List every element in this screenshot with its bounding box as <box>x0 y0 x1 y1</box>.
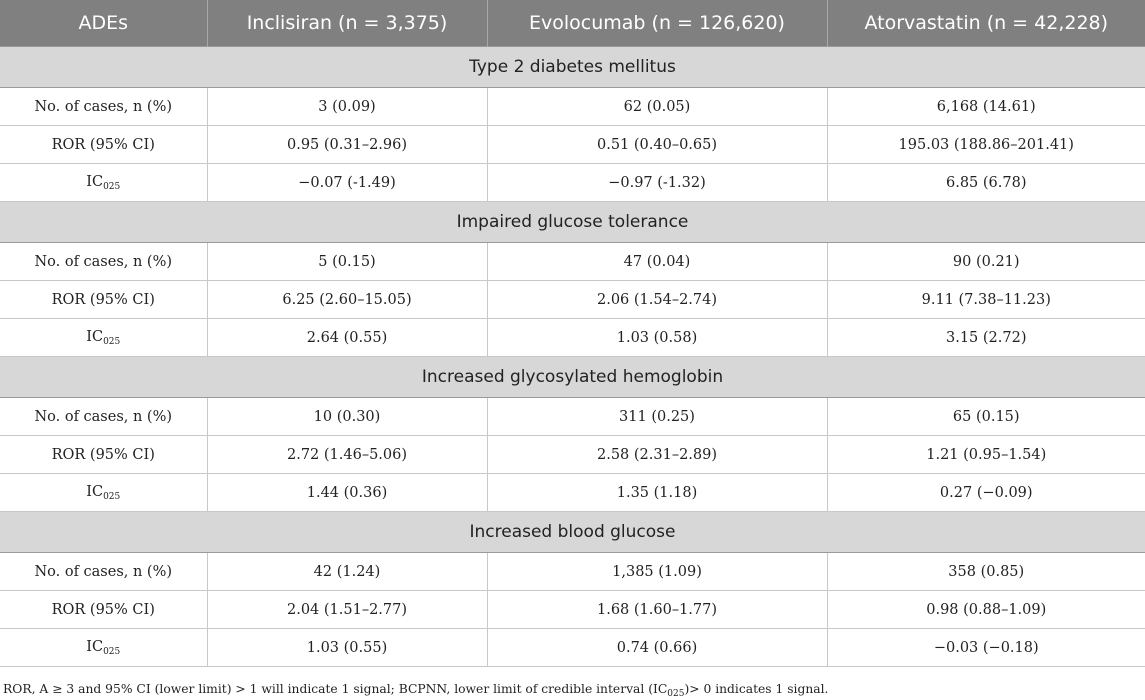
row-label-ic <box>0 319 207 357</box>
cell-evolocumab: 1.68 (1.60–1.77) <box>487 591 827 629</box>
cell-inclisiran: 0.95 (0.31–2.96) <box>207 126 487 164</box>
cell-inclisiran: −0.07 (-1.49) <box>207 164 487 202</box>
table-row <box>0 281 1145 319</box>
row-label-cases: No. of cases, n (%) <box>0 398 207 436</box>
cell-atorvastatin: 3.15 (2.72) <box>827 319 1145 357</box>
cell-atorvastatin: 1.21 (0.95–1.54) <box>827 436 1145 474</box>
cell-evolocumab: 47 (0.04) <box>487 243 827 281</box>
cell-atorvastatin: 358 (0.85) <box>827 553 1145 591</box>
ic-subscript: 025 <box>103 646 121 657</box>
header-ades: ADEs <box>0 0 207 47</box>
row-label-ic <box>0 164 207 202</box>
cell-evolocumab: 0.51 (0.40–0.65) <box>487 126 827 164</box>
row-label-cases: No. of cases, n (%) <box>0 88 207 126</box>
row-label-ror: ROR (95% CI) <box>0 591 207 629</box>
cell-inclisiran: 2.64 (0.55) <box>207 319 487 357</box>
section-title: Impaired glucose tolerance <box>0 202 1145 243</box>
header-inclisiran: Inclisiran (n = 3,375) <box>207 0 487 47</box>
cell-inclisiran: 2.72 (1.46–5.06) <box>207 436 487 474</box>
cell-atorvastatin: 0.27 (−0.09) <box>827 474 1145 512</box>
footnote-text-2: )> 0 indicates 1 signal. <box>684 682 829 696</box>
table-header-row <box>0 0 1145 47</box>
table-row <box>0 243 1145 281</box>
row-label-ror: ROR (95% CI) <box>0 281 207 319</box>
ic-subscript: 025 <box>103 181 121 192</box>
ic-subscript: 025 <box>103 336 121 347</box>
cell-evolocumab: 62 (0.05) <box>487 88 827 126</box>
row-label-ic <box>0 629 207 667</box>
section-row <box>0 512 1145 553</box>
table-row <box>0 319 1145 357</box>
table-row <box>0 474 1145 512</box>
cell-inclisiran: 6.25 (2.60–15.05) <box>207 281 487 319</box>
cell-atorvastatin: 90 (0.21) <box>827 243 1145 281</box>
row-label-ror: ROR (95% CI) <box>0 126 207 164</box>
cell-atorvastatin: 9.11 (7.38–11.23) <box>827 281 1145 319</box>
cell-evolocumab: 0.74 (0.66) <box>487 629 827 667</box>
cell-atorvastatin: −0.03 (−0.18) <box>827 629 1145 667</box>
cell-atorvastatin: 6.85 (6.78) <box>827 164 1145 202</box>
section-title: Increased blood glucose <box>0 512 1145 553</box>
section-row <box>0 202 1145 243</box>
cell-evolocumab: 1.35 (1.18) <box>487 474 827 512</box>
cell-atorvastatin: 195.03 (188.86–201.41) <box>827 126 1145 164</box>
section-title: Type 2 diabetes mellitus <box>0 47 1145 88</box>
table-row <box>0 436 1145 474</box>
cell-inclisiran: 1.03 (0.55) <box>207 629 487 667</box>
cell-inclisiran: 1.44 (0.36) <box>207 474 487 512</box>
cell-evolocumab: 2.58 (2.31–2.89) <box>487 436 827 474</box>
table-row <box>0 164 1145 202</box>
cell-evolocumab: 311 (0.25) <box>487 398 827 436</box>
section-row <box>0 47 1145 88</box>
cell-evolocumab: −0.97 (-1.32) <box>487 164 827 202</box>
table-row <box>0 591 1145 629</box>
row-label-ic <box>0 474 207 512</box>
table-row <box>0 398 1145 436</box>
cell-inclisiran: 10 (0.30) <box>207 398 487 436</box>
row-label-cases: No. of cases, n (%) <box>0 553 207 591</box>
cell-atorvastatin: 65 (0.15) <box>827 398 1145 436</box>
table-row <box>0 88 1145 126</box>
cell-inclisiran: 5 (0.15) <box>207 243 487 281</box>
table-row <box>0 629 1145 667</box>
cell-evolocumab: 1,385 (1.09) <box>487 553 827 591</box>
table-row <box>0 553 1145 591</box>
cell-inclisiran: 42 (1.24) <box>207 553 487 591</box>
ic-label: IC <box>86 638 104 655</box>
cell-evolocumab: 2.06 (1.54–2.74) <box>487 281 827 319</box>
header-evolocumab: Evolocumab (n = 126,620) <box>487 0 827 47</box>
section-title: Increased glycosylated hemoglobin <box>0 357 1145 398</box>
cell-atorvastatin: 0.98 (0.88–1.09) <box>827 591 1145 629</box>
footnote-subscript: 025 <box>667 689 685 699</box>
section-row <box>0 357 1145 398</box>
footnote-text-1: ROR, A ≥ 3 and 95% CI (lower limit) > 1 will indicate 1 signal; BCPNN, lower limit of credible interval (IC <box>3 682 668 696</box>
ic-subscript: 025 <box>103 491 121 502</box>
row-label-ror: ROR (95% CI) <box>0 436 207 474</box>
cell-evolocumab: 1.03 (0.58) <box>487 319 827 357</box>
cell-atorvastatin: 6,168 (14.61) <box>827 88 1145 126</box>
ic-label: IC <box>86 173 104 190</box>
ic-label: IC <box>86 328 104 345</box>
cell-inclisiran: 3 (0.09) <box>207 88 487 126</box>
cell-inclisiran: 2.04 (1.51–2.77) <box>207 591 487 629</box>
ic-label: IC <box>86 483 104 500</box>
table-row <box>0 126 1145 164</box>
table-footnote <box>3 682 828 699</box>
row-label-cases: No. of cases, n (%) <box>0 243 207 281</box>
header-atorvastatin: Atorvastatin (n = 42,228) <box>827 0 1145 47</box>
